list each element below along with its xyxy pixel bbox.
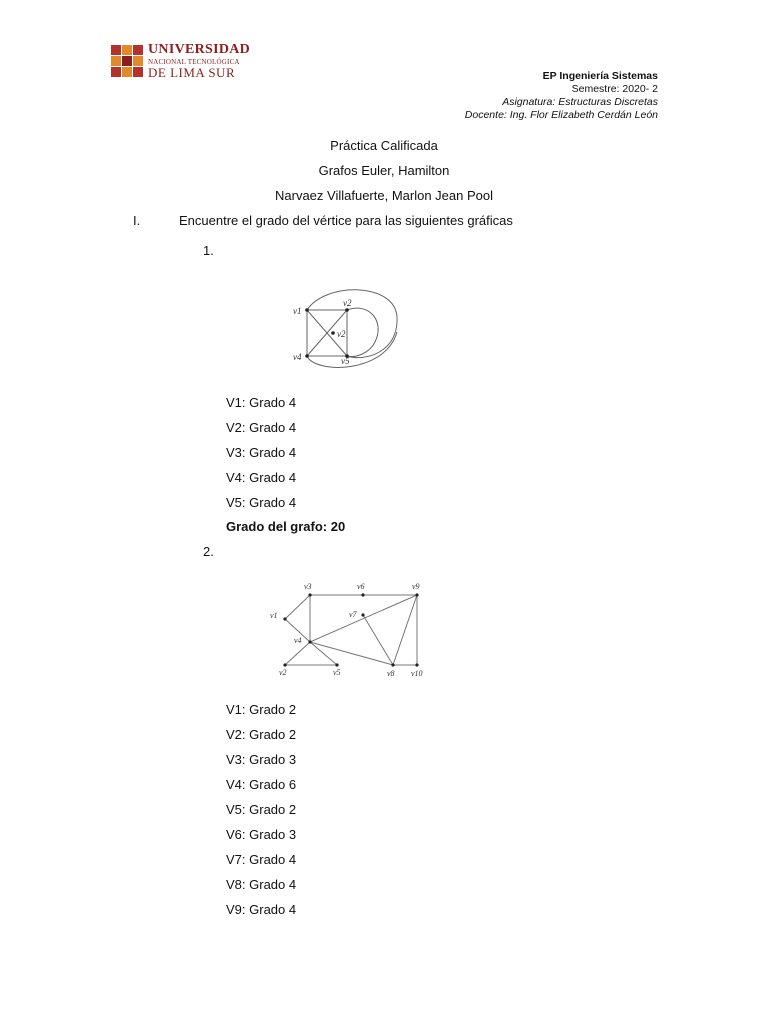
logo-emblem-icon	[110, 44, 144, 78]
g2-label-v7: v7	[349, 610, 357, 619]
section-numeral: I.	[133, 213, 141, 228]
p1-grade-v2: V2: Grado 4	[226, 420, 297, 435]
g2-label-v3: v3	[304, 582, 312, 591]
teacher: Docente: Ing. Flor Elizabeth Cerdán León	[464, 109, 658, 121]
problem-2-number: 2.	[203, 544, 214, 559]
g1-label-v4: v4	[293, 352, 302, 362]
p2-grade-v3: V3: Grado 3	[226, 752, 297, 767]
p1-total-grade: Grado del grafo: 20	[226, 519, 346, 534]
doc-title: Práctica Calificada	[330, 138, 438, 153]
p1-grade-v4: V4: Grado 4	[226, 470, 297, 485]
p2-grade-v5: V5: Grado 2	[226, 802, 297, 817]
logo-line-3: DE LIMA SUR	[148, 65, 236, 80]
graph-2-figure	[265, 577, 445, 682]
p2-grade-v9: V9: Grado 4	[226, 902, 297, 917]
graph-1-figure	[285, 262, 545, 372]
problem-1-number: 1.	[203, 243, 214, 258]
g1-label-v2-center: v2	[337, 329, 346, 339]
p2-grade-v1: V1: Grado 2	[226, 702, 297, 717]
p1-grade-v3: V3: Grado 4	[226, 445, 297, 460]
g2-label-v1: v1	[270, 611, 278, 620]
section-instruction: Encuentre el grado del vértice para las siguientes gráficas	[179, 213, 513, 228]
g1-label-v1: v1	[293, 306, 302, 316]
p2-grade-v8: V8: Grado 4	[226, 877, 297, 892]
g2-label-v5: v5	[333, 668, 341, 677]
program-name: EP Ingeniería Sistemas	[542, 70, 658, 82]
p2-grade-v2: V2: Grado 2	[226, 727, 297, 742]
subject: Asignatura: Estructuras Discretas	[502, 96, 658, 108]
semester: Semestre: 2020- 2	[571, 83, 658, 95]
g2-label-v2: v2	[279, 668, 287, 677]
g1-label-v5: v5	[341, 356, 350, 366]
g2-label-v6: v6	[357, 582, 365, 591]
p2-grade-v4: V4: Grado 6	[226, 777, 297, 792]
p2-grade-v7: V7: Grado 4	[226, 852, 297, 867]
author-name: Narvaez Villafuerte, Marlon Jean Pool	[275, 188, 493, 203]
logo-line-1: UNIVERSIDAD	[148, 42, 251, 57]
p2-grade-v6: V6: Grado 3	[226, 827, 297, 842]
g2-label-v10: v10	[411, 669, 423, 678]
g2-label-v9: v9	[412, 582, 420, 591]
g2-label-v4: v4	[294, 636, 302, 645]
university-logo	[110, 44, 250, 80]
doc-subtitle: Grafos Euler, Hamilton	[318, 163, 450, 178]
logo-line-2: NACIONAL TECNOLÓGICA	[148, 58, 240, 66]
g2-label-v8: v8	[387, 669, 395, 678]
g1-label-v2-top: v2	[343, 298, 352, 308]
p1-grade-v5: V5: Grado 4	[226, 495, 297, 510]
p1-grade-v1: V1: Grado 4	[226, 395, 297, 410]
